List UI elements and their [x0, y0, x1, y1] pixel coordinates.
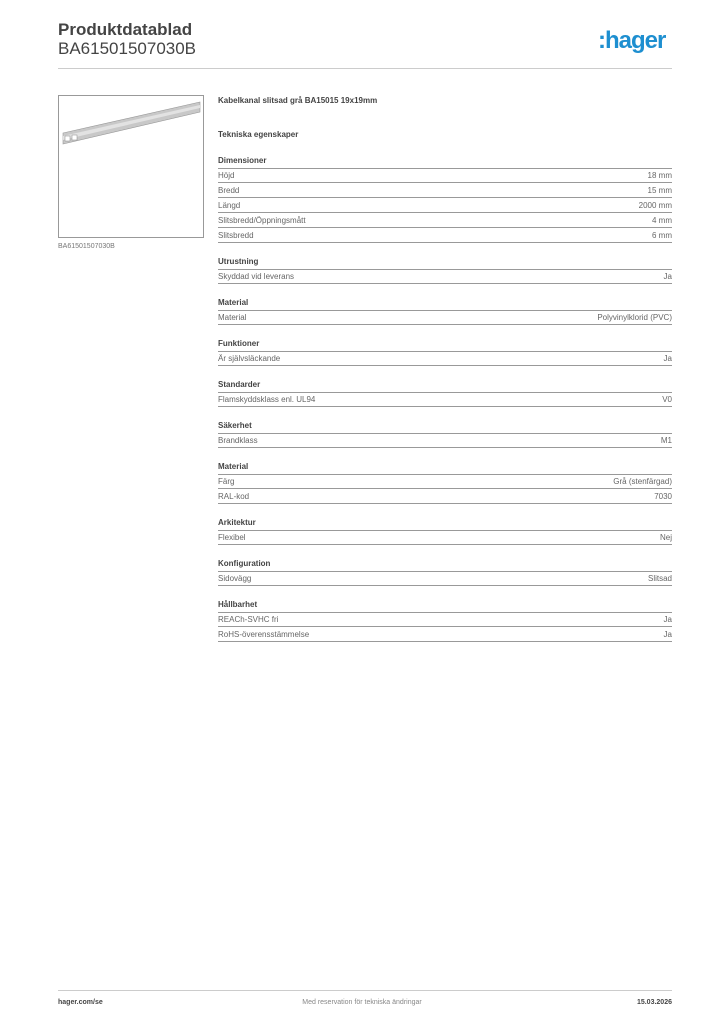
spec-row	[218, 628, 672, 642]
spec-row	[218, 490, 672, 504]
spec-value: 7030	[654, 492, 672, 501]
tech-heading: Tekniska egenskaper	[218, 130, 299, 139]
spec-column	[218, 96, 672, 643]
spec-label: RoHS-överensstämmelse	[218, 630, 310, 639]
spec-row	[218, 531, 672, 545]
spec-value: Nej	[659, 533, 672, 542]
spec-label: Färg	[218, 477, 235, 486]
spec-label: Brandklass	[218, 436, 258, 445]
spec-section	[218, 257, 672, 284]
divider	[58, 990, 672, 991]
section-heading: Utrustning	[218, 257, 672, 270]
spec-section	[218, 339, 672, 366]
product-name: Kabelkanal slitsad grå BA15015 19x19mm	[218, 96, 378, 105]
spec-row	[218, 199, 672, 213]
spec-label: RAL-kod	[218, 492, 250, 501]
spec-value: Ja	[663, 272, 672, 281]
spec-section	[218, 421, 672, 448]
section-heading: Material	[218, 462, 672, 475]
spec-value: 2000 mm	[638, 201, 672, 210]
spec-value: V0	[662, 395, 672, 404]
spec-label: Slitsbredd	[218, 231, 254, 240]
section-heading: Material	[218, 298, 672, 311]
spec-label: Höjd	[218, 171, 235, 180]
section-heading: Konfiguration	[218, 559, 672, 572]
spec-section	[218, 462, 672, 504]
section-heading: Hållbarhet	[218, 600, 672, 613]
spec-label: Flexibel	[218, 533, 246, 542]
spec-row	[218, 169, 672, 183]
section-heading: Standarder	[218, 380, 672, 393]
spec-section	[218, 600, 672, 642]
spec-value: Polyvinylklorid (PVC)	[597, 313, 672, 322]
product-code: BA61501507030B	[58, 39, 197, 58]
spec-section	[218, 518, 672, 545]
spec-section	[218, 559, 672, 586]
image-caption: BA61501507030B	[58, 243, 115, 250]
page-title: Produktdatablad	[58, 20, 193, 39]
spec-label: Längd	[218, 201, 241, 210]
spec-value: 6 mm	[652, 231, 672, 240]
hager-logo: :hager	[598, 27, 666, 54]
spec-row	[218, 352, 672, 366]
section-heading: Funktioner	[218, 339, 672, 352]
product-image	[58, 95, 204, 238]
divider	[58, 68, 672, 69]
spec-row	[218, 434, 672, 448]
section-heading: Dimensioner	[218, 156, 672, 169]
footer-date: 15.03.2026	[636, 999, 672, 1006]
spec-value: 15 mm	[647, 186, 672, 195]
section-heading: Säkerhet	[218, 421, 672, 434]
spec-label: Slitsbredd/Öppningsmått	[218, 216, 306, 225]
spec-label: REACh-SVHC fri	[218, 615, 279, 624]
spec-row	[218, 311, 672, 325]
section-heading: Arkitektur	[218, 518, 672, 531]
spec-row	[218, 214, 672, 228]
spec-value: Ja	[663, 615, 672, 624]
spec-section	[218, 298, 672, 325]
spec-value: Grå (stenfärgad)	[613, 477, 672, 486]
spec-value: Slitsad	[647, 574, 672, 583]
spec-value: 4 mm	[652, 216, 672, 225]
footer-site-link[interactable]: hager.com/se	[58, 999, 103, 1006]
spec-row	[218, 393, 672, 407]
spec-label: Flamskyddsklass enl. UL94	[218, 395, 316, 404]
spec-value: Ja	[663, 630, 672, 639]
spec-label: Bredd	[218, 186, 240, 195]
spec-value: M1	[660, 436, 672, 445]
spec-value: Ja	[663, 354, 672, 363]
spec-row	[218, 475, 672, 489]
spec-label: Material	[218, 313, 247, 322]
spec-value: 18 mm	[647, 171, 672, 180]
spec-label: Skyddad vid leverans	[218, 272, 295, 281]
spec-row	[218, 270, 672, 284]
spec-row	[218, 572, 672, 586]
footer-note: Med reservation för tekniska ändringar	[302, 999, 422, 1006]
spec-section	[218, 156, 672, 243]
spec-row	[218, 229, 672, 243]
cable-duct-image	[59, 96, 203, 237]
spec-row	[218, 613, 672, 627]
spec-label: Är självsläckande	[218, 354, 281, 363]
spec-label: Sidovägg	[218, 574, 252, 583]
spec-section	[218, 380, 672, 407]
spec-row	[218, 184, 672, 198]
